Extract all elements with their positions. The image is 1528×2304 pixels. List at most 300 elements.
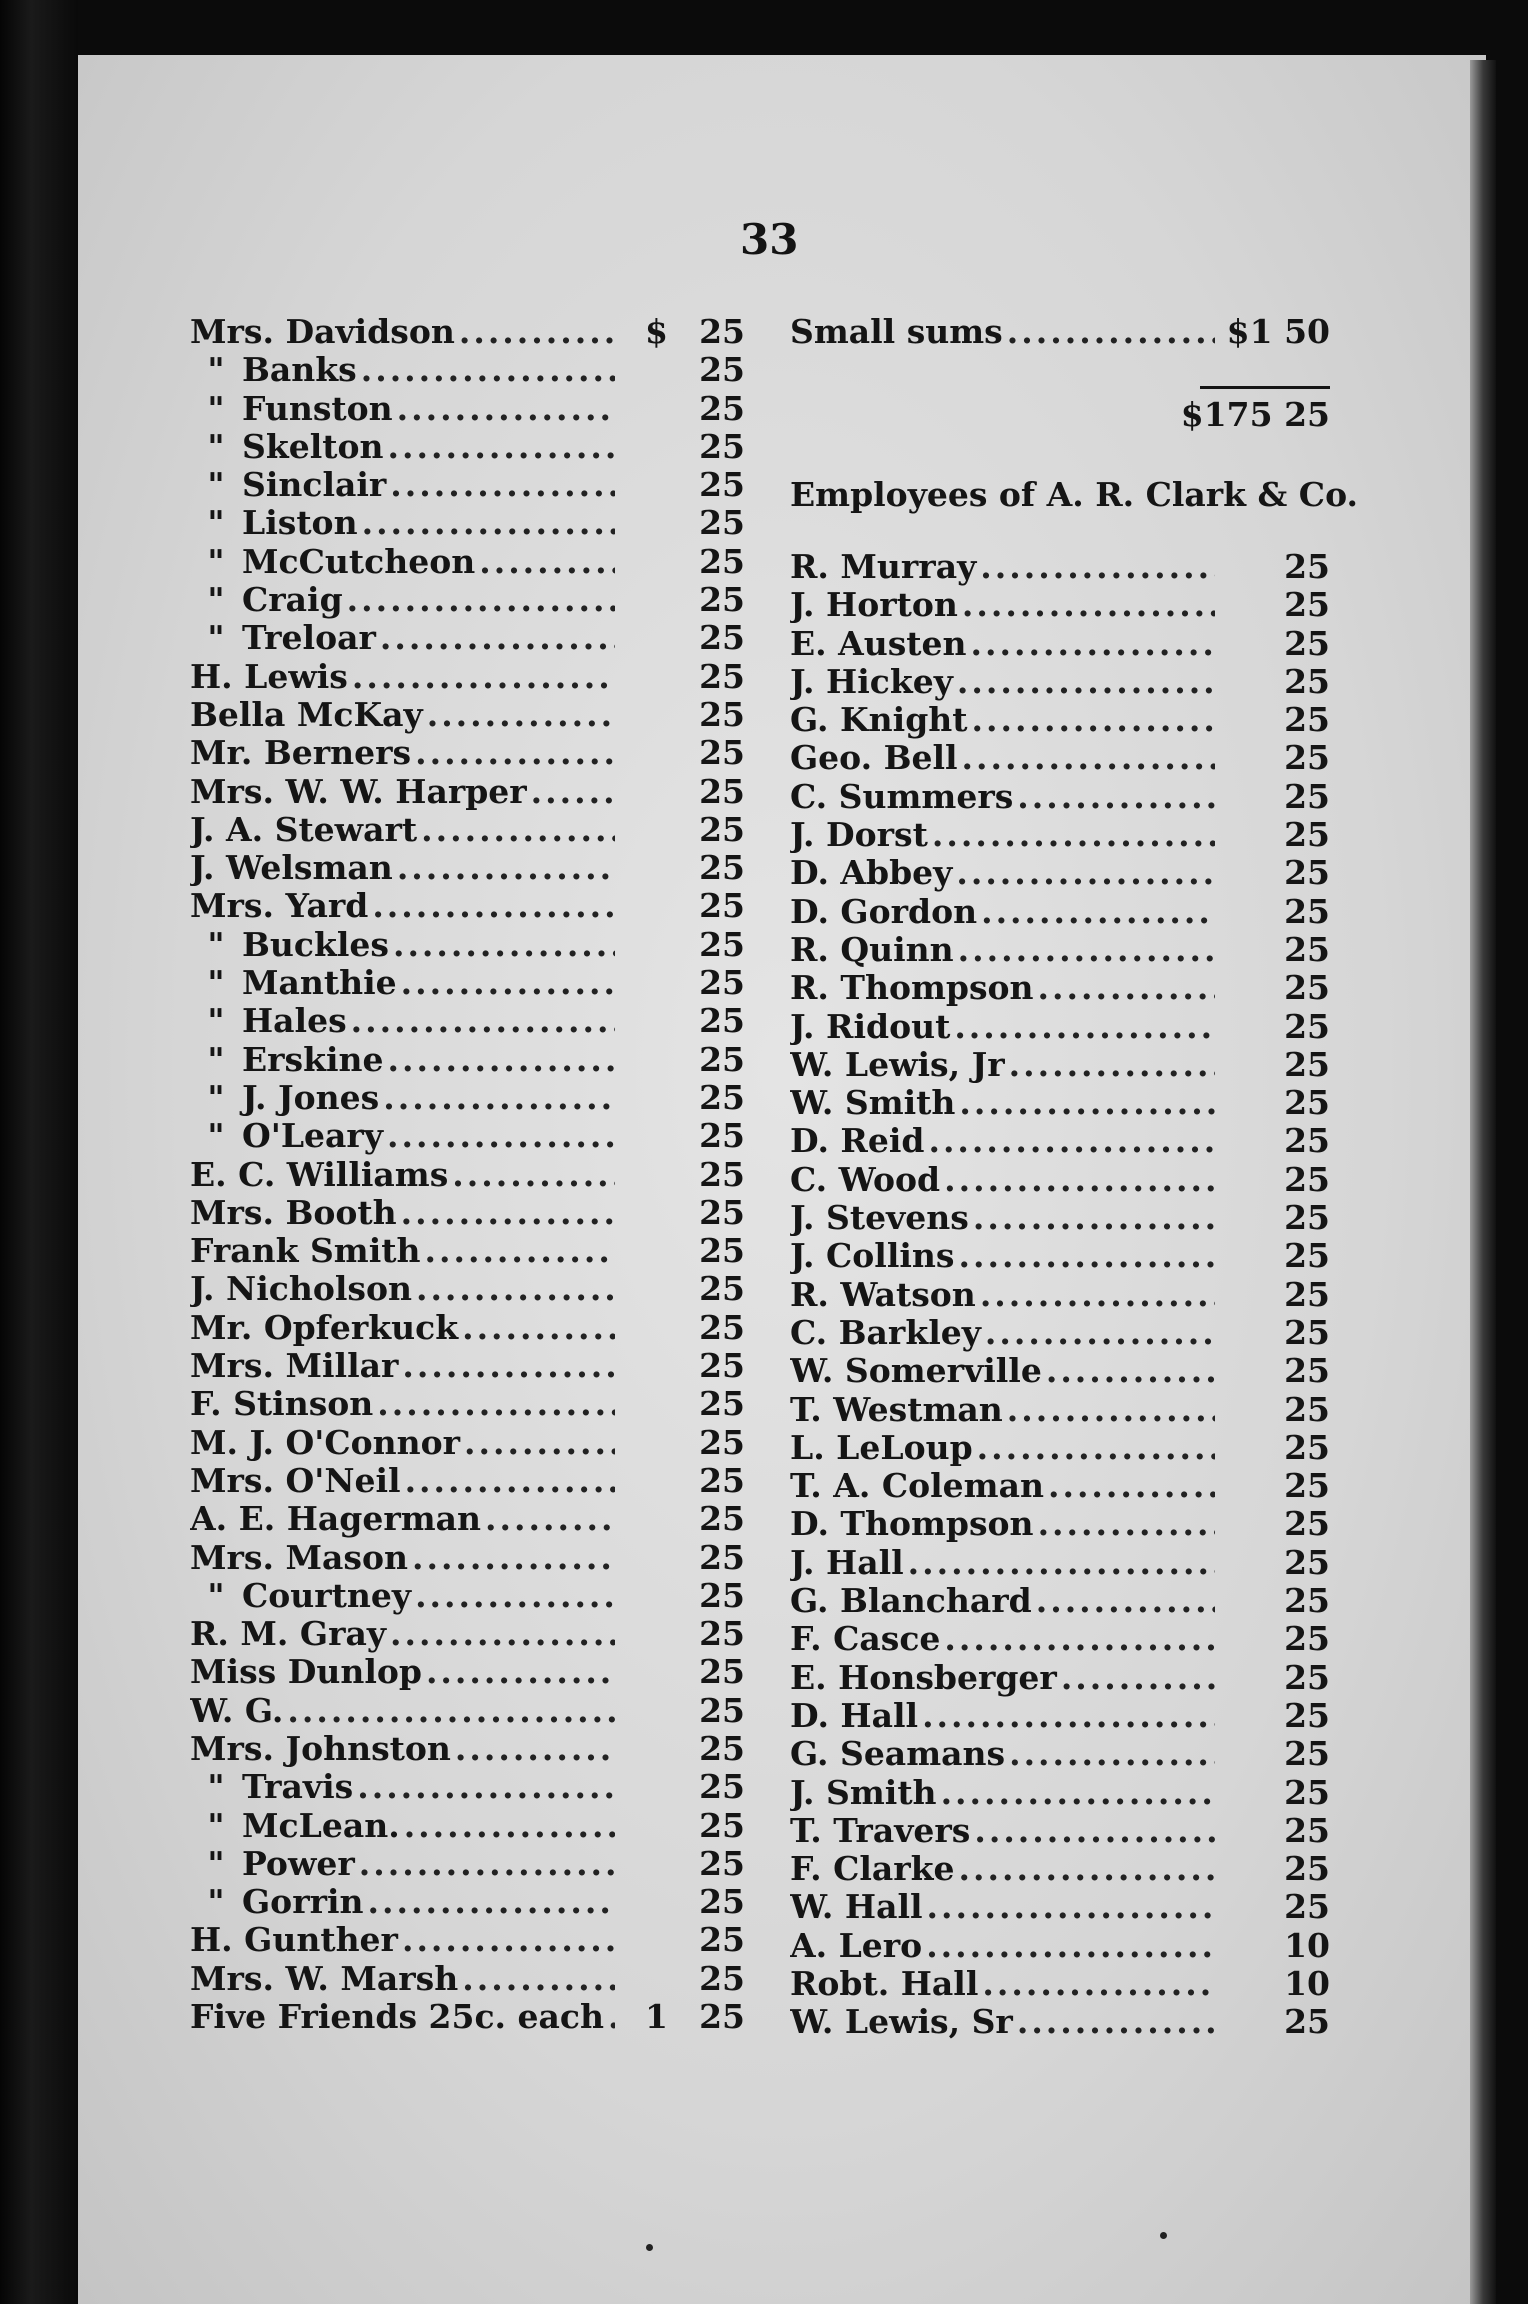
- entry-name-wrap: [790, 1927, 1215, 1965]
- leader-dots: [401, 1194, 615, 1232]
- entry-amount: 25: [699, 1882, 745, 1922]
- list-item: [190, 1730, 745, 1768]
- leader-dots: [977, 1429, 1215, 1467]
- entry-amount: 25: [699, 1307, 745, 1347]
- entry-name-wrap: [790, 1774, 1215, 1812]
- ditto-mark: ": [207, 1576, 225, 1615]
- list-item: [190, 1845, 745, 1883]
- entry-name: F. Stinson: [190, 1385, 374, 1424]
- entry-name: T. Westman: [790, 1390, 1003, 1429]
- employees-heading: Employees of A. R. Clark & Co.: [790, 475, 1358, 514]
- leader-dots: [1007, 313, 1215, 351]
- list-item: [190, 1500, 745, 1538]
- ditto-mark: ": [207, 466, 225, 505]
- entry-amount: 25: [1284, 929, 1330, 969]
- entry-name: R. Thompson: [790, 969, 1034, 1008]
- list-item: [790, 1544, 1330, 1582]
- list-item: [790, 663, 1330, 701]
- entry-name-wrap: [190, 1998, 615, 2036]
- leader-dots: [390, 466, 615, 504]
- entry-name-wrap: [190, 1653, 615, 1691]
- leader-dots: [287, 1692, 615, 1730]
- list-item: [790, 1505, 1330, 1543]
- list-item: [190, 964, 745, 1002]
- entry-name: G. Seamans: [790, 1735, 1006, 1774]
- entry-name: Mrs. O'Neil: [190, 1461, 401, 1500]
- entry-name-wrap: [190, 658, 615, 696]
- entry-name-wrap: [190, 1730, 615, 1768]
- entry-amount: 25: [699, 1920, 745, 1960]
- leader-dots: [362, 504, 615, 542]
- entry-name-wrap: [190, 1883, 615, 1921]
- entry-amount: 25: [1284, 585, 1330, 625]
- leader-dots: [1007, 1391, 1215, 1429]
- entry-name-wrap: [790, 1812, 1215, 1850]
- entry-name: E. Honsberger: [790, 1658, 1057, 1697]
- leader-dots: [352, 658, 615, 696]
- small-sums-label: Small sums: [790, 313, 1003, 351]
- entry-name-wrap: [190, 734, 615, 772]
- entry-name-wrap: [190, 696, 615, 734]
- entry-name-wrap: [190, 1960, 615, 1998]
- dollar-sign: $: [645, 312, 668, 351]
- list-item: [190, 1041, 745, 1079]
- list-item: [790, 1352, 1330, 1390]
- entry-amount: 25: [699, 1690, 745, 1730]
- list-item: [190, 734, 745, 772]
- list-item: [190, 1577, 745, 1615]
- entry-amount: 25: [699, 733, 745, 773]
- list-item: [790, 1620, 1330, 1658]
- book-spine: [0, 0, 78, 2304]
- list-item: [190, 887, 745, 925]
- ink-speck: [1160, 2232, 1167, 2239]
- entry-name-wrap: [790, 1008, 1215, 1046]
- leader-dots: [981, 893, 1215, 931]
- leader-dots: [455, 1730, 615, 1768]
- entry-amount: 25: [1284, 1734, 1330, 1774]
- list-item: [790, 1582, 1330, 1620]
- leader-dots: [985, 1314, 1215, 1352]
- entry-name-wrap: [790, 893, 1215, 931]
- leader-dots: [479, 543, 615, 581]
- list-item: [790, 816, 1330, 854]
- list-item: [190, 581, 745, 619]
- total-amount: $175 25: [1180, 395, 1330, 434]
- entry-amount: 25: [1284, 1542, 1330, 1582]
- list-item: [790, 1850, 1330, 1888]
- list-item: [190, 1807, 745, 1845]
- entry-name-wrap: [790, 586, 1215, 624]
- ditto-mark: ": [207, 925, 225, 964]
- entry-name: Mrs. Millar: [190, 1347, 399, 1386]
- entry-name: Manthie: [242, 964, 397, 1003]
- entry-name-wrap: [190, 581, 615, 619]
- entry-name: Mr. Berners: [190, 734, 412, 773]
- list-item: [190, 658, 745, 696]
- leader-dots: [958, 931, 1215, 969]
- entry-amount: 25: [699, 1460, 745, 1500]
- entry-amount: 25: [1284, 1006, 1330, 1046]
- list-item: [190, 619, 745, 657]
- entry-name: Geo. Bell: [790, 739, 958, 778]
- list-item: [190, 696, 745, 734]
- entry-amount: 10: [1284, 1963, 1330, 2003]
- entry-name: Liston: [242, 504, 358, 543]
- leader-dots: [405, 1462, 615, 1500]
- entry-name-wrap: [790, 1122, 1215, 1160]
- leader-dots: [452, 1156, 615, 1194]
- entry-name: D. Hall: [790, 1696, 919, 1735]
- list-item: [790, 1927, 1330, 1965]
- list-item: [190, 926, 745, 964]
- leader-dots: [351, 1002, 615, 1040]
- leader-dots: [426, 1653, 615, 1691]
- entry-name: T. A. Coleman: [790, 1467, 1044, 1506]
- entry-name-wrap: [190, 1309, 615, 1347]
- leader-dots: [926, 1927, 1215, 1965]
- list-item: [190, 811, 745, 849]
- list-item: [190, 1921, 745, 1959]
- entry-name-wrap: [190, 1845, 615, 1883]
- list-item: [790, 1161, 1330, 1199]
- entry-name-wrap: [190, 313, 615, 351]
- leader-dots: [372, 887, 615, 925]
- ditto-mark: ": [207, 1117, 225, 1156]
- list-item: [190, 504, 745, 542]
- entry-name: D. Gordon: [790, 892, 978, 931]
- entry-amount: 25: [699, 1728, 745, 1768]
- leader-dots: [402, 1347, 615, 1385]
- entry-name: G. Knight: [790, 701, 968, 740]
- entry-name-wrap: [190, 1692, 615, 1730]
- ditto-mark: ": [207, 964, 225, 1003]
- entry-name: W. Hall: [790, 1888, 923, 1927]
- entry-name: J. Hickey: [790, 662, 953, 701]
- entry-amount: 25: [1284, 776, 1330, 816]
- entry-name-wrap: [790, 1505, 1215, 1543]
- ditto-mark: ": [207, 1844, 225, 1883]
- ditto-mark: ": [207, 619, 225, 658]
- entry-amount: 25: [699, 426, 745, 466]
- list-item: [790, 1659, 1330, 1697]
- entry-name: Mrs. Mason: [190, 1538, 408, 1577]
- entry-amount: 25: [1284, 2002, 1330, 2042]
- entry-name-wrap: [190, 351, 615, 389]
- leader-dots: [944, 1620, 1215, 1658]
- entry-amount: 25: [699, 1575, 745, 1615]
- entry-amount: 25: [699, 1192, 745, 1232]
- entry-amount: 25: [1284, 1274, 1330, 1314]
- entry-name: J. Hall: [790, 1543, 904, 1582]
- leader-dots: [962, 739, 1215, 777]
- page-number: 33: [740, 215, 799, 264]
- dollar-amount: 1: [645, 1997, 668, 2037]
- list-item: [790, 701, 1330, 739]
- entry-amount: 25: [699, 1384, 745, 1424]
- entry-name: J. Nicholson: [190, 1270, 412, 1309]
- entry-name-wrap: [790, 548, 1215, 586]
- list-item: [790, 548, 1330, 586]
- entry-name-wrap: [190, 1500, 615, 1538]
- small-sums-row: [790, 313, 1330, 351]
- entry-name-wrap: [790, 1199, 1215, 1237]
- entry-name-wrap: [190, 543, 615, 581]
- entry-name-wrap: [190, 1079, 615, 1117]
- total-rule: [1200, 386, 1330, 389]
- leader-dots: [415, 1577, 615, 1615]
- entry-name: J. Horton: [790, 586, 958, 625]
- entry-name-wrap: [790, 1276, 1215, 1314]
- leader-dots: [922, 1697, 1215, 1735]
- list-item: [190, 1309, 745, 1347]
- small-sums-amount: $1 50: [1226, 312, 1330, 351]
- leader-dots: [347, 581, 615, 619]
- ditto-mark: ": [207, 504, 225, 543]
- leader-dots: [387, 428, 615, 466]
- leader-dots: [1046, 1352, 1215, 1390]
- right-column-top: [790, 313, 1330, 351]
- leader-dots: [421, 811, 615, 849]
- leader-dots: [415, 734, 615, 772]
- entry-amount: 25: [1284, 700, 1330, 740]
- entry-amount: 25: [1284, 661, 1330, 701]
- entry-name: Bella McKay: [190, 695, 423, 734]
- leader-dots: [980, 1276, 1215, 1314]
- entry-name: T. Travers: [790, 1811, 971, 1850]
- list-item: [790, 739, 1330, 777]
- entry-name-wrap: [790, 1391, 1215, 1429]
- entry-amount: 25: [699, 465, 745, 505]
- list-item: [190, 390, 745, 428]
- entry-name: F. Casce: [790, 1620, 941, 1659]
- entry-amount: 25: [1284, 1236, 1330, 1276]
- entry-name: Mrs. Booth: [190, 1193, 397, 1232]
- list-item: [790, 778, 1330, 816]
- leader-dots: [1017, 778, 1215, 816]
- right-column: [790, 548, 1330, 2042]
- entry-amount: 25: [1284, 1504, 1330, 1544]
- list-item: [790, 1276, 1330, 1314]
- list-item: [190, 313, 745, 351]
- entry-name-wrap: [790, 931, 1215, 969]
- list-item: [790, 1008, 1330, 1046]
- entry-name-wrap: [790, 1467, 1215, 1505]
- leader-dots: [380, 619, 615, 657]
- entry-amount: 25: [699, 1346, 745, 1386]
- entry-amount: 25: [1284, 1619, 1330, 1659]
- ditto-mark: ": [207, 1002, 225, 1041]
- leader-dots: [397, 849, 615, 887]
- entry-name: Mrs. W. W. Harper: [190, 772, 527, 811]
- entry-name-wrap: [190, 811, 615, 849]
- list-item: [190, 466, 745, 504]
- leader-dots: [1061, 1659, 1215, 1697]
- list-item: [190, 1347, 745, 1385]
- entry-name: Mr. Opferkuck: [190, 1308, 459, 1347]
- leader-dots: [957, 663, 1215, 701]
- entry-amount: 25: [699, 656, 745, 696]
- leader-dots: [357, 1768, 615, 1806]
- entry-name: J. Collins: [790, 1237, 955, 1276]
- entry-name: Skelton: [242, 427, 384, 466]
- entry-name: D. Abbey: [790, 854, 953, 893]
- list-item: [790, 1774, 1330, 1812]
- list-item: [190, 543, 745, 581]
- entry-name: Treloar: [242, 619, 376, 658]
- leader-dots: [397, 390, 615, 428]
- entry-name: R. Murray: [790, 548, 977, 586]
- entry-name-wrap: [790, 1620, 1215, 1658]
- leader-dots: [383, 1079, 615, 1117]
- list-item: [190, 1539, 745, 1577]
- entry-amount: 25: [699, 1422, 745, 1462]
- list-item: [190, 773, 745, 811]
- entry-name-wrap: [790, 1314, 1215, 1352]
- list-item: [190, 1117, 745, 1155]
- entry-name: W. Somerville: [790, 1352, 1042, 1391]
- leader-dots: [908, 1544, 1215, 1582]
- list-item: [790, 2003, 1330, 2041]
- list-item: [190, 351, 745, 389]
- entry-name-wrap: [790, 625, 1215, 663]
- list-item: [190, 1002, 745, 1040]
- entry-name: O'Leary: [242, 1117, 383, 1156]
- entry-name-wrap: [790, 969, 1215, 1007]
- entry-name: A. Lero: [790, 1926, 923, 1965]
- entry-name-wrap: [190, 390, 615, 428]
- entry-name: J. A. Stewart: [190, 810, 418, 849]
- leader-dots: [464, 1424, 615, 1462]
- entry-name: C. Summers: [790, 777, 1014, 816]
- ditto-mark: ": [207, 1768, 225, 1807]
- entry-name: J. Jones: [242, 1078, 380, 1117]
- entry-amount: 25: [1284, 1466, 1330, 1506]
- entry-amount: 25: [699, 1231, 745, 1271]
- list-item: [790, 854, 1330, 892]
- entry-name-wrap: [790, 701, 1215, 739]
- entry-amount: 25: [699, 1077, 745, 1117]
- entry-name-wrap: [790, 1697, 1215, 1735]
- entry-name: Five Friends 25c. each: [190, 1998, 604, 2037]
- entry-amount: 25: [1284, 1044, 1330, 1084]
- list-item: [790, 1199, 1330, 1237]
- entry-amount: 25: [1284, 815, 1330, 855]
- leader-dots: [393, 926, 615, 964]
- entry-name: D. Thompson: [790, 1505, 1034, 1544]
- entry-name-wrap: [190, 1921, 615, 1959]
- entry-amount: 25: [699, 1805, 745, 1845]
- entry-name-wrap: [790, 854, 1215, 892]
- entry-name: W. Lewis, Jr: [790, 1045, 1005, 1084]
- entry-name-wrap: [790, 1965, 1215, 2003]
- entry-amount: 25: [1284, 1198, 1330, 1238]
- leader-dots: [387, 1117, 615, 1155]
- entry-amount: 25: [699, 1652, 745, 1692]
- leader-dots: [402, 1921, 615, 1959]
- list-item: [790, 1314, 1330, 1352]
- entry-name: McLean.: [242, 1806, 400, 1845]
- leader-dots: [1036, 1582, 1215, 1620]
- employees-heading-wrap: [790, 475, 1358, 514]
- entry-name-wrap: [790, 1084, 1215, 1122]
- entry-amount: 25: [1284, 1772, 1330, 1812]
- entry-name: E. Austen: [790, 624, 967, 663]
- entry-name: W. G.: [190, 1691, 284, 1730]
- entry-name-wrap: [190, 1002, 615, 1040]
- entry-name: J. Smith: [790, 1773, 937, 1812]
- entry-amount: 25: [699, 1767, 745, 1807]
- entry-name-wrap: [190, 466, 615, 504]
- entry-name-wrap: [790, 1161, 1215, 1199]
- list-item: [190, 1768, 745, 1806]
- entry-amount: 25: [699, 924, 745, 964]
- leader-dots: [462, 1960, 615, 1998]
- entry-amount: 25: [699, 350, 745, 390]
- leader-dots: [390, 1615, 615, 1653]
- entry-name-wrap: [190, 1232, 615, 1270]
- entry-amount: 25: [1284, 1121, 1330, 1161]
- entry-name: Funston: [242, 389, 393, 428]
- entry-name: A. E. Hagerman: [190, 1500, 482, 1539]
- entry-name: Mrs. W. Marsh: [190, 1959, 459, 1998]
- entry-name: H. Lewis: [190, 657, 348, 696]
- leader-dots: [608, 1998, 615, 2036]
- entry-name-wrap: [190, 773, 615, 811]
- entry-name: C. Barkley: [790, 1313, 981, 1352]
- leader-dots: [404, 1807, 615, 1845]
- entry-amount: 25: [699, 1154, 745, 1194]
- list-item: [790, 586, 1330, 624]
- list-item: [790, 893, 1330, 931]
- leader-dots: [973, 1199, 1215, 1237]
- ditto-mark: ": [207, 542, 225, 581]
- leader-dots: [941, 1774, 1215, 1812]
- leader-dots: [974, 1812, 1215, 1850]
- entry-amount: 25: [1284, 1389, 1330, 1429]
- entry-amount: 25: [699, 1843, 745, 1883]
- ink-speck: [646, 2244, 653, 2251]
- entry-name: J. Welsman: [190, 849, 393, 888]
- entry-name: Buckles: [242, 925, 389, 964]
- entry-name: McCutcheon: [242, 542, 476, 581]
- entry-name: E. C. Williams: [190, 1155, 449, 1194]
- entry-name-wrap: [790, 739, 1215, 777]
- entry-amount: 25: [1284, 1427, 1330, 1467]
- entry-name: Miss Dunlop: [190, 1653, 422, 1692]
- list-item: [790, 1735, 1330, 1773]
- entry-name: Power: [242, 1844, 355, 1883]
- leader-dots: [944, 1161, 1215, 1199]
- leader-dots: [928, 1122, 1215, 1160]
- page-edge: [1470, 60, 1496, 2304]
- entry-name: J. Stevens: [790, 1199, 969, 1238]
- entry-name-wrap: [190, 1041, 615, 1079]
- leader-dots: [954, 1008, 1215, 1046]
- list-item: [190, 1232, 745, 1270]
- entry-name-wrap: [790, 1850, 1215, 1888]
- ditto-mark: ": [207, 581, 225, 620]
- entry-name-wrap: [190, 1385, 615, 1423]
- entry-name: R. Quinn: [790, 930, 954, 969]
- list-item: [190, 1692, 745, 1730]
- leader-dots: [359, 1845, 615, 1883]
- list-item: [790, 1429, 1330, 1467]
- list-item: [790, 1046, 1330, 1084]
- ditto-mark: ": [207, 389, 225, 428]
- entry-name: Banks: [242, 351, 357, 390]
- entry-name: L. LeLoup: [790, 1428, 973, 1467]
